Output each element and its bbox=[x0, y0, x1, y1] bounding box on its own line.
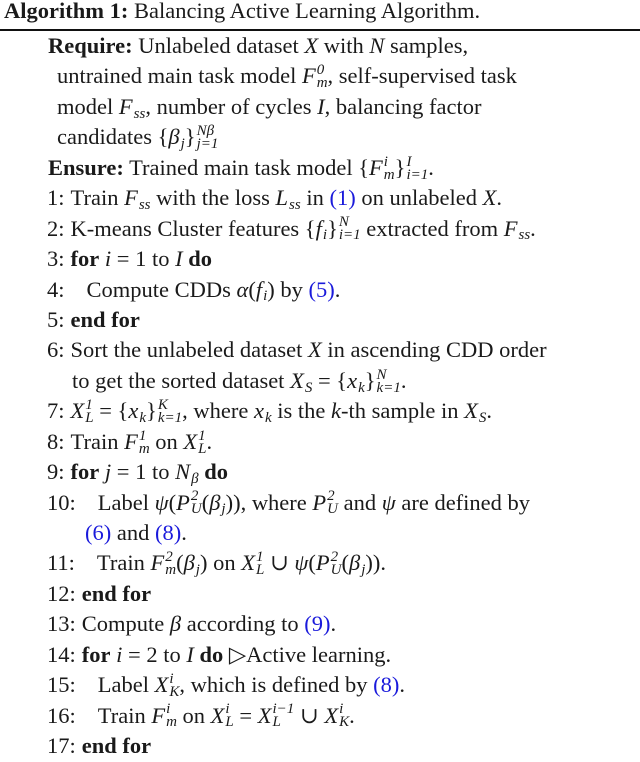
superscript: 1 bbox=[138, 427, 147, 444]
text: . bbox=[486, 398, 492, 424]
math-symbol: β bbox=[183, 550, 195, 576]
text: } bbox=[146, 398, 157, 424]
math-script bbox=[265, 399, 272, 425]
text: ∪ bbox=[294, 702, 325, 728]
text: . bbox=[400, 367, 407, 393]
line-content bbox=[71, 246, 212, 271]
superscript: Nβ bbox=[196, 123, 215, 140]
line-number: 8: bbox=[47, 428, 65, 454]
line-content bbox=[82, 611, 336, 636]
line-number: 6: bbox=[47, 337, 65, 363]
text: on unlabeled bbox=[355, 185, 483, 211]
subscript: ss bbox=[138, 197, 151, 214]
line-number: 4: bbox=[47, 276, 65, 302]
text: Train bbox=[70, 185, 125, 211]
text: Unlabeled dataset bbox=[132, 33, 305, 58]
text: , where bbox=[182, 398, 254, 424]
superscript: i bbox=[225, 701, 230, 718]
subscript: m bbox=[138, 440, 150, 457]
math-symbol: F bbox=[124, 185, 138, 211]
text: Compute bbox=[81, 611, 170, 637]
equation-reference-link[interactable]: (9) bbox=[304, 611, 331, 637]
math-script bbox=[139, 186, 151, 212]
math-script bbox=[198, 427, 207, 457]
math-script bbox=[225, 703, 233, 729]
superscript: 2 bbox=[327, 488, 335, 505]
text: } bbox=[364, 367, 376, 393]
subscript: β bbox=[191, 470, 199, 487]
keyword: do bbox=[204, 459, 228, 485]
algorithm-line bbox=[0, 396, 640, 426]
text: . bbox=[330, 611, 337, 637]
text: candidates { bbox=[57, 124, 169, 150]
math-symbol: P bbox=[312, 489, 327, 515]
math-script bbox=[289, 186, 301, 212]
algorithm-line bbox=[0, 153, 640, 183]
subscript: i=1 bbox=[406, 166, 429, 183]
algorithm-line bbox=[0, 518, 640, 548]
line-content bbox=[86, 276, 341, 305]
line-content bbox=[97, 488, 531, 518]
algorithm-line bbox=[0, 214, 640, 244]
superscript: i bbox=[339, 701, 344, 718]
algorithm-line bbox=[0, 488, 640, 518]
text: . bbox=[334, 276, 341, 302]
line-content bbox=[70, 185, 502, 214]
line-content bbox=[70, 397, 492, 427]
keyword: do bbox=[188, 246, 212, 272]
text: according to bbox=[181, 611, 305, 637]
subscript: i bbox=[322, 227, 328, 244]
line-number: 12: bbox=[47, 580, 76, 606]
math-script bbox=[383, 153, 395, 183]
math-symbol: L bbox=[275, 185, 289, 211]
math-symbol: P bbox=[315, 550, 330, 576]
text: ( bbox=[201, 489, 210, 515]
line-content bbox=[97, 671, 405, 701]
math-script bbox=[166, 703, 177, 729]
text: ▷Active learning. bbox=[223, 641, 392, 667]
math-script bbox=[181, 125, 185, 151]
math-symbol: i bbox=[116, 641, 123, 667]
algorithm-title bbox=[4, 0, 480, 26]
math-script bbox=[272, 703, 294, 729]
equation-reference-link[interactable]: (8) bbox=[373, 672, 400, 698]
superscript: 2 bbox=[190, 488, 199, 505]
math-symbol: X bbox=[464, 398, 478, 424]
math-symbol: β bbox=[349, 550, 361, 576]
algorithm-line bbox=[0, 457, 640, 487]
superscript: 0 bbox=[316, 62, 325, 79]
subscript: k bbox=[264, 410, 272, 427]
math-script bbox=[85, 399, 93, 425]
line-number: 16: bbox=[47, 702, 76, 728]
algorithm-line bbox=[0, 731, 640, 761]
math-script bbox=[165, 551, 176, 577]
text: , balancing factor bbox=[324, 93, 482, 119]
math-symbol: X bbox=[304, 33, 319, 58]
text: , number of cycles bbox=[145, 93, 318, 119]
line-number: 17: bbox=[47, 733, 76, 759]
math-script bbox=[191, 490, 202, 516]
line-content bbox=[70, 427, 213, 457]
line-content bbox=[48, 153, 434, 183]
subscript: L bbox=[198, 440, 207, 457]
math-symbol: X bbox=[70, 398, 85, 424]
math-symbol: I bbox=[175, 246, 183, 272]
math-symbol: X bbox=[307, 337, 322, 363]
subscript: K bbox=[169, 684, 180, 701]
algorithm-line bbox=[0, 61, 640, 91]
text: , self-supervised task bbox=[327, 63, 517, 89]
math-script bbox=[196, 551, 200, 577]
keyword: Algorithm 1: bbox=[4, 0, 129, 23]
text: = { bbox=[312, 367, 348, 393]
math-symbol: N bbox=[175, 459, 191, 485]
math-symbol: F bbox=[503, 215, 518, 241]
line-number: 10: bbox=[47, 489, 76, 515]
subscript: L bbox=[225, 714, 234, 731]
superscript: N bbox=[338, 214, 349, 231]
superscript: i−1 bbox=[272, 701, 295, 718]
math-script bbox=[376, 366, 401, 396]
math-symbol: P bbox=[176, 489, 190, 515]
subscript: j bbox=[221, 501, 226, 518]
math-symbol: F bbox=[118, 93, 133, 119]
text: = 2 to bbox=[122, 641, 187, 667]
line-content bbox=[71, 307, 140, 332]
math-script bbox=[197, 125, 219, 151]
math-symbol: β bbox=[209, 489, 221, 515]
text: , which is defined by bbox=[179, 672, 374, 698]
math-script bbox=[317, 64, 328, 90]
text: Train bbox=[96, 550, 151, 576]
math-symbol: X bbox=[290, 367, 304, 393]
line-content bbox=[57, 93, 482, 122]
text: . bbox=[206, 428, 213, 454]
subscript: j=1 bbox=[196, 136, 219, 153]
text: . bbox=[530, 215, 536, 241]
algorithm-line bbox=[0, 275, 640, 305]
text: . bbox=[399, 672, 405, 698]
subscript: L bbox=[272, 714, 281, 731]
math-symbol: x bbox=[253, 398, 264, 424]
text: ) by bbox=[267, 276, 309, 302]
algorithm-line bbox=[0, 548, 640, 578]
subscript: m bbox=[165, 562, 177, 579]
subscript: k bbox=[139, 410, 147, 427]
text: Balancing Active Learning Algorithm. bbox=[128, 0, 481, 23]
line-number: 1: bbox=[47, 185, 65, 211]
subscript: j bbox=[195, 562, 200, 579]
text: extracted from bbox=[360, 215, 504, 241]
line-content bbox=[72, 366, 407, 396]
text: = 1 to bbox=[111, 246, 176, 272]
text: Sort the unlabeled dataset bbox=[70, 337, 308, 363]
superscript: i bbox=[383, 153, 388, 170]
math-symbol: X bbox=[482, 185, 497, 211]
algorithm-line bbox=[0, 335, 640, 365]
math-symbol: F bbox=[369, 154, 383, 180]
algorithm-line bbox=[0, 305, 640, 335]
subscript: j bbox=[361, 562, 366, 579]
text: is the bbox=[271, 398, 332, 424]
subscript: ss bbox=[133, 105, 146, 122]
algorithm-line bbox=[0, 640, 640, 670]
math-script bbox=[323, 216, 327, 242]
keyword: Require: bbox=[48, 33, 133, 58]
superscript: N bbox=[376, 366, 387, 383]
math-symbol: I bbox=[186, 641, 194, 667]
superscript: 2 bbox=[330, 549, 339, 566]
text: ( bbox=[308, 550, 316, 576]
text: Compute CDDs bbox=[86, 276, 237, 302]
math-symbol: X bbox=[324, 702, 339, 728]
text: = bbox=[233, 702, 258, 728]
text: = { bbox=[93, 398, 129, 424]
algorithm-line bbox=[0, 31, 640, 61]
subscript: j bbox=[180, 136, 185, 153]
text: ∪ bbox=[264, 550, 295, 576]
math-script bbox=[169, 673, 179, 699]
line-content bbox=[57, 62, 517, 92]
superscript: i bbox=[166, 701, 171, 718]
subscript: i=1 bbox=[338, 227, 361, 244]
algorithm-line bbox=[0, 183, 640, 213]
text: in bbox=[300, 185, 330, 211]
algorithm-line bbox=[0, 427, 640, 457]
subscript: m bbox=[383, 166, 395, 183]
text: and bbox=[111, 520, 155, 545]
line-content bbox=[85, 520, 187, 545]
math-symbol: x bbox=[347, 367, 358, 393]
keyword: end for bbox=[81, 580, 152, 606]
algorithm-line bbox=[0, 670, 640, 700]
subscript: K bbox=[339, 714, 350, 731]
math-symbol: i bbox=[104, 246, 112, 272]
text: = 1 to bbox=[111, 459, 176, 485]
text: ( bbox=[176, 550, 184, 576]
line-number: 14: bbox=[47, 641, 76, 667]
text: ( bbox=[248, 276, 256, 302]
math-script bbox=[263, 277, 267, 303]
algorithm-line bbox=[0, 579, 640, 609]
math-script bbox=[406, 153, 429, 183]
math-script bbox=[134, 95, 146, 121]
math-symbol: X bbox=[241, 550, 255, 576]
math-symbol: α bbox=[236, 276, 249, 302]
line-content bbox=[57, 123, 219, 153]
text: . bbox=[428, 154, 434, 180]
math-script bbox=[361, 551, 365, 577]
line-content bbox=[82, 581, 151, 606]
text: untrained main task model bbox=[57, 63, 302, 89]
text: K-means Cluster features { bbox=[70, 215, 316, 241]
line-content bbox=[70, 214, 536, 244]
math-symbol: f bbox=[315, 215, 322, 241]
text: . bbox=[349, 702, 355, 728]
subscript: k=1 bbox=[376, 379, 401, 396]
text: and bbox=[338, 489, 382, 515]
math-script bbox=[139, 399, 146, 425]
math-script bbox=[138, 427, 150, 457]
math-symbol: X bbox=[183, 428, 198, 454]
keyword: end for bbox=[81, 733, 152, 759]
line-number: 15: bbox=[47, 672, 76, 698]
algorithm-line bbox=[0, 122, 640, 152]
math-script bbox=[191, 460, 198, 486]
math-symbol: ψ bbox=[154, 489, 169, 515]
text: )). bbox=[365, 550, 387, 576]
text: model bbox=[57, 93, 119, 119]
math-symbol: F bbox=[150, 550, 165, 576]
math-script bbox=[518, 216, 530, 242]
superscript: 1 bbox=[85, 397, 93, 414]
math-script bbox=[479, 399, 487, 425]
line-content bbox=[70, 459, 228, 487]
text: . bbox=[181, 520, 187, 545]
line-content bbox=[97, 701, 355, 731]
subscript: i bbox=[263, 288, 268, 305]
text: Label bbox=[97, 489, 155, 515]
line-number: 2: bbox=[47, 215, 65, 241]
math-script bbox=[158, 399, 182, 425]
math-symbol: j bbox=[104, 459, 112, 485]
superscript: 2 bbox=[165, 549, 173, 566]
line-content bbox=[82, 642, 391, 667]
subscript: U bbox=[190, 501, 202, 518]
math-script bbox=[221, 490, 225, 516]
equation-reference-link[interactable]: (5) bbox=[308, 276, 335, 302]
algorithm-line bbox=[0, 92, 640, 122]
math-script bbox=[331, 551, 342, 577]
text: )), where bbox=[225, 489, 313, 515]
math-symbol: X bbox=[210, 702, 225, 728]
line-number: 7: bbox=[47, 398, 65, 424]
math-symbol: F bbox=[151, 702, 166, 728]
subscript: S bbox=[478, 410, 487, 427]
algorithm-body bbox=[0, 31, 640, 762]
text: Train bbox=[70, 428, 125, 454]
subscript: L bbox=[85, 410, 94, 427]
text: -th sample in bbox=[341, 398, 465, 424]
line-number: 9: bbox=[47, 459, 65, 485]
keyword: do bbox=[199, 641, 224, 667]
text: } bbox=[394, 154, 406, 180]
subscript: m bbox=[166, 714, 177, 731]
text: in ascending CDD order bbox=[321, 337, 547, 363]
text: with bbox=[318, 33, 370, 58]
keyword: for bbox=[70, 246, 100, 272]
superscript: i bbox=[169, 671, 174, 688]
subscript: k bbox=[358, 379, 365, 396]
text: Train bbox=[97, 702, 152, 728]
line-content bbox=[48, 33, 468, 58]
math-symbol: x bbox=[128, 398, 139, 424]
line-number: 11: bbox=[47, 550, 75, 576]
text: } bbox=[184, 124, 196, 150]
subscript: U bbox=[327, 501, 338, 518]
algorithm-line bbox=[0, 701, 640, 731]
text: ( bbox=[341, 550, 349, 576]
line-content bbox=[96, 549, 387, 579]
subscript: k=1 bbox=[157, 410, 183, 427]
line-number: 5: bbox=[47, 306, 65, 332]
algorithm-line bbox=[0, 244, 640, 274]
keyword: for bbox=[70, 459, 100, 485]
math-symbol: f bbox=[255, 276, 263, 302]
subscript: L bbox=[255, 562, 265, 579]
algorithm-line bbox=[0, 366, 640, 396]
text: Label bbox=[97, 672, 155, 698]
superscript: K bbox=[157, 397, 168, 414]
math-symbol: I bbox=[317, 93, 325, 119]
subscript: ss bbox=[289, 197, 301, 214]
equation-reference-link[interactable]: (8) bbox=[155, 520, 182, 545]
math-symbol: β bbox=[168, 124, 180, 150]
algorithm-line bbox=[0, 609, 640, 639]
text: } bbox=[327, 215, 338, 241]
math-symbol: ψ bbox=[381, 489, 396, 515]
subscript: m bbox=[316, 75, 328, 92]
math-symbol: X bbox=[257, 702, 272, 728]
math-symbol: X bbox=[154, 672, 169, 698]
keyword: for bbox=[81, 641, 111, 667]
superscript: I bbox=[406, 153, 412, 170]
math-script bbox=[339, 703, 349, 729]
math-script bbox=[256, 551, 264, 577]
text: ( bbox=[168, 489, 177, 515]
keyword: Ensure: bbox=[48, 154, 124, 180]
subscript: S bbox=[304, 379, 313, 396]
text: are defined by bbox=[395, 489, 531, 515]
text: on bbox=[176, 702, 211, 728]
math-symbol: β bbox=[169, 611, 182, 637]
math-script bbox=[305, 369, 313, 395]
line-number: 13: bbox=[47, 611, 76, 637]
text: on bbox=[149, 428, 184, 454]
math-symbol: F bbox=[124, 428, 138, 454]
line-content bbox=[71, 337, 547, 362]
line-number: 3: bbox=[47, 246, 65, 272]
text: to get the sorted dataset bbox=[72, 367, 291, 393]
subscript: U bbox=[330, 562, 342, 579]
math-symbol: ψ bbox=[294, 550, 309, 576]
math-symbol: N bbox=[369, 33, 385, 58]
superscript: 1 bbox=[255, 549, 264, 566]
text: samples, bbox=[384, 33, 469, 58]
math-symbol: k bbox=[331, 398, 342, 424]
subscript: ss bbox=[518, 227, 531, 244]
keyword: end for bbox=[70, 306, 140, 332]
math-symbol: F bbox=[301, 63, 316, 89]
text: with the loss bbox=[150, 185, 276, 211]
math-script bbox=[339, 216, 361, 242]
equation-reference-link[interactable]: (6) bbox=[85, 520, 112, 545]
superscript: 1 bbox=[198, 427, 206, 444]
math-script bbox=[327, 490, 338, 516]
text: . bbox=[496, 185, 502, 211]
math-script bbox=[358, 369, 365, 395]
equation-reference-link[interactable]: (1) bbox=[329, 185, 356, 211]
text: Trained main task model { bbox=[123, 154, 370, 180]
text: ) on bbox=[199, 550, 242, 576]
